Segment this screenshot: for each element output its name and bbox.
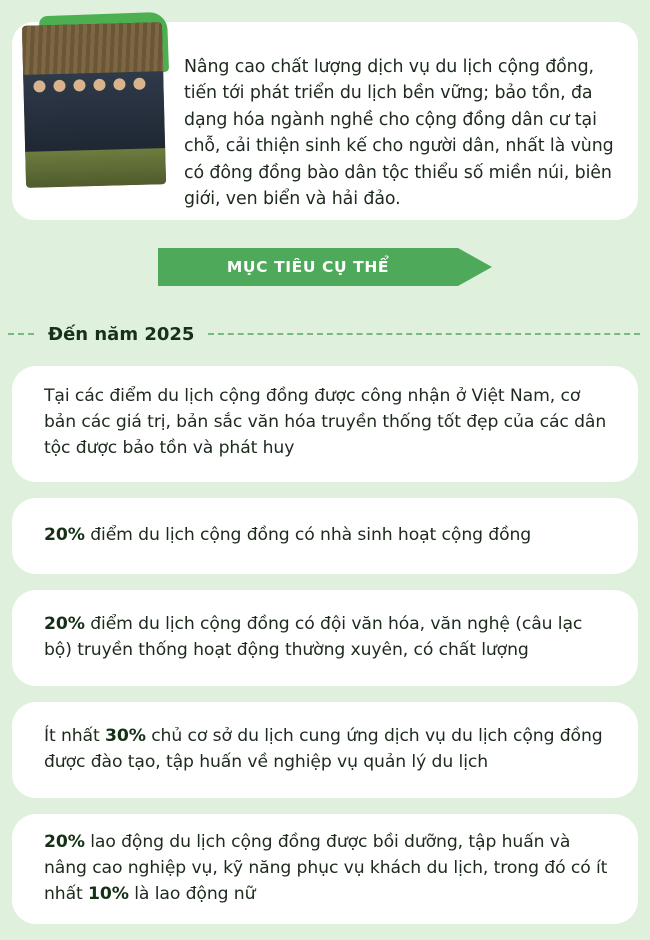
goal-card-text-secondary: là lao động nữ	[128, 883, 256, 904]
goal-card	[12, 702, 638, 798]
section-title: Đến năm 2025	[48, 323, 195, 345]
goal-card	[12, 814, 638, 924]
community-group-photo	[22, 22, 166, 188]
goal-card-text: điểm du lịch cộng đồng có nhà sinh hoạt cộng đồng	[84, 525, 532, 546]
intro-paragraph: Nâng cao chất lượng dịch vụ du lịch cộng đồng, tiến tới phát triển du lịch bền vững; bảo tồn, đa dạng hóa ngành nghề cho cộng đồng dân cư tại chỗ, cải thiện sinh kế cho người dân, nhất là vùng có đông đồng bào dân tộc thiểu số miền núi, biên giới, ven biển và hải đảo.	[184, 57, 614, 210]
goal-card-highlight: 20%	[44, 614, 85, 635]
goal-card-highlight: 20%	[44, 832, 85, 853]
banner-arrow-icon	[458, 248, 492, 286]
goal-card-text: chủ cơ sở du lịch cung ứng dịch vụ du lịch cộng đồng được đào tạo, tập huấn về nghiệp vụ quản lý du lịch	[44, 726, 603, 772]
goal-card-prefix: Ít nhất	[44, 726, 105, 747]
photo-ground	[25, 149, 166, 188]
intro-card	[12, 22, 638, 220]
section-heading	[0, 318, 650, 350]
goal-card-highlight: 30%	[105, 726, 146, 747]
goal-card-highlight-secondary: 10%	[88, 883, 129, 904]
goal-card-list	[12, 366, 638, 940]
section-banner	[0, 248, 650, 292]
banner-body	[158, 248, 458, 286]
dashed-rule-left	[8, 333, 34, 335]
goal-card-text: lao động du lịch cộng đồng được bồi dưỡng, tập huấn và nâng cao nghiệp vụ, kỹ năng phục vụ khách du lịch, trong đó có ít nhất	[44, 832, 608, 904]
goal-card	[12, 498, 638, 574]
dashed-rule-right	[208, 333, 640, 335]
goal-card	[12, 590, 638, 686]
goal-card-text: Tại các điểm du lịch cộng đồng được công nhận ở Việt Nam, cơ bản các giá trị, bản sắc văn hóa truyền thống tốt đẹp của các dân tộc được bảo tồn và phát huy	[44, 386, 607, 458]
goal-card-text: điểm du lịch cộng đồng có đội văn hóa, văn nghệ (câu lạc bộ) truyền thống hoạt động thường xuyên, có chất lượng	[44, 614, 583, 660]
goal-card	[12, 366, 638, 482]
goal-card-highlight: 20%	[44, 525, 85, 546]
banner-label: MỤC TIÊU CỤ THỂ	[226, 258, 390, 276]
intro-photo	[22, 14, 170, 199]
